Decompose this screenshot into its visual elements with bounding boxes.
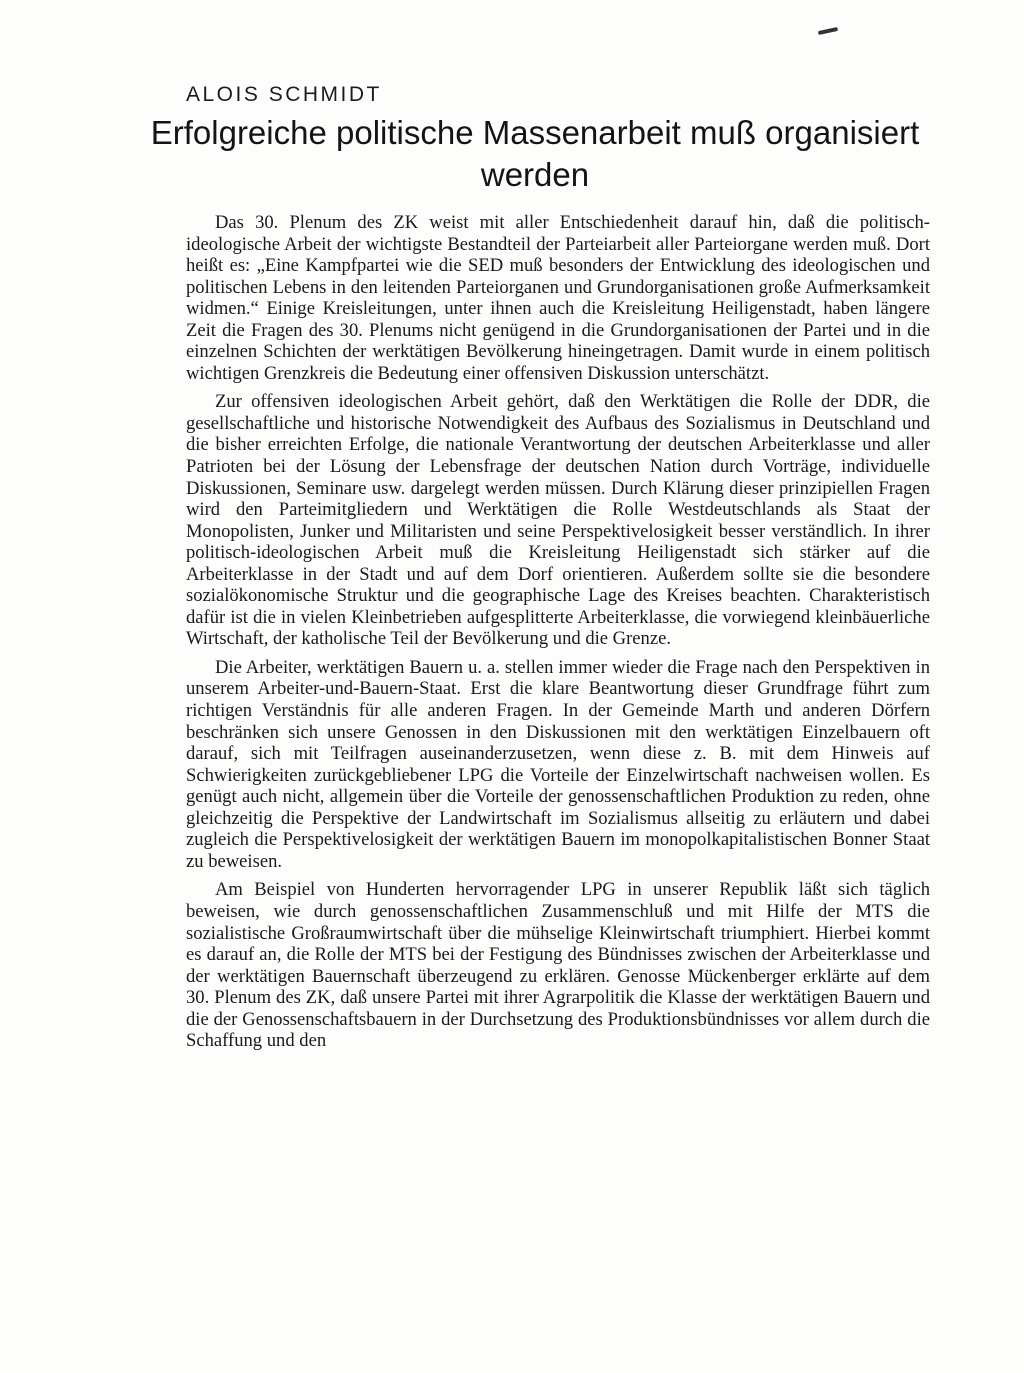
author-name: ALOIS SCHMIDT xyxy=(186,83,382,106)
article-title: Erfolgreiche politische Massenarbeit muß organisiert werden xyxy=(150,114,920,193)
article-body xyxy=(186,212,930,1059)
paragraph-4: Am Beispiel von Hunderten hervorragender LPG in unserer Republik läßt sich täglich beweisen, wie durch genossenschaftlichen Zusammenschluß und mit Hilfe der MTS die sozialistische Großraumwirtschaft über die mühselige Kleinwirtschaft triumphiert. Hierbei kommt es darauf an, die Rolle der MTS bei der Festigung des Bündnisses zwischen der Arbeiterklasse und der werktätigen Bauernschaft überzeugend zu erklären. Genosse Mückenberger erklärte auf dem 30. Plenum des ZK, daß unsere Partei mit ihrer Agrarpolitik die Klasse der werktätigen Bauern und die der Genossenschaftsbauern in der Durchsetzung des Produktionsbündnisses vor allem durch die Schaffung und den xyxy=(186,879,930,1052)
paragraph-1: Das 30. Plenum des ZK weist mit aller Entschiedenheit darauf hin, daß die politisch-ideologische Arbeit der wichtigste Bestandteil der Parteiarbeit aller Parteiorgane werden muß. Dort heißt es: „Eine Kampfpartei wie die SED muß besonders der Entwicklung des ideologischen und politischen Lebens in den leitenden Parteiorganen und Grundorganisationen große Aufmerksamkeit widmen.“ Einige Kreisleitungen, unter ihnen auch die Kreisleitung Heiligenstadt, haben längere Zeit die Fragen des 30. Plenums nicht genügend in die Grundorganisationen der Partei und in die einzelnen Schichten der werktätigen Bevölkerung hineingetragen. Damit wurde in einem politisch wichtigen Grenzkreis die Bedeutung einer offensiven Diskussion unterschätzt. xyxy=(186,212,930,384)
ink-mark xyxy=(818,27,838,35)
paragraph-2: Zur offensiven ideologischen Arbeit gehört, daß den Werktätigen die Rolle der DDR, die gesellschaftliche und historische Notwendigkeit des Aufbaus des Sozialismus in Deutschland und die bisher erreichten Erfolge, die nationale Verantwortung der deutschen Arbeiterklasse und aller Patrioten bei der Lösung der Lebensfrage der deutschen Nation durch Vorträge, individuelle Diskussionen, Seminare usw. dargelegt werden müssen. Durch Klärung dieser prinzipiellen Fragen wird den Parteimitgliedern und Werktätigen die Rolle Westdeutschlands als Staat der Monopolisten, Junker und Militaristen und seine Perspektivelosigkeit besser verständlich. In ihrer politisch-ideologischen Arbeit muß die Kreisleitung Heiligenstadt sich stärker auf die Arbeiterklasse in der Stadt und auf dem Dorf orientieren. Außerdem sollte sie die besondere sozialökonomische Struktur und die geographische Lage des Kreises beachten. Charakteristisch dafür ist die in vielen Kleinbetrieben aufgesplitterte Arbeiterklasse, die vorwiegend kleinbäuerliche Wirtschaft, der katholische Teil der Bevölkerung und die Grenze. xyxy=(186,391,930,650)
paragraph-3: Die Arbeiter, werktätigen Bauern u. a. stellen immer wieder die Frage nach den Perspektiven in unserem Arbeiter-und-Bauern-Staat. Erst die klare Beantwortung dieser Grundfrage führt zum richtigen Verständnis für alle anderen Fragen. In der Gemeinde Marth und anderen Dörfern beschränken sich unsere Genossen in den Diskussionen mit den werktätigen Einzelbauern oft darauf, sich mit Teilfragen auseinanderzusetzen, wenn diese z. B. mit dem Hinweis auf Schwierigkeiten zurückgebliebener LPG die Vorteile der Einzelwirtschaft nachweisen wollen. Es genügt auch nicht, allgemein über die Vorteile der genossenschaftlichen Produktion zu reden, ohne gleichzeitig die Perspektive der Landwirtschaft im Sozialismus allseitig zu erläutern und dabei zugleich die Perspektivelosigkeit der werktätigen Bauern im monopolkapitalistischen Bonner Staat zu beweisen. xyxy=(186,656,930,872)
